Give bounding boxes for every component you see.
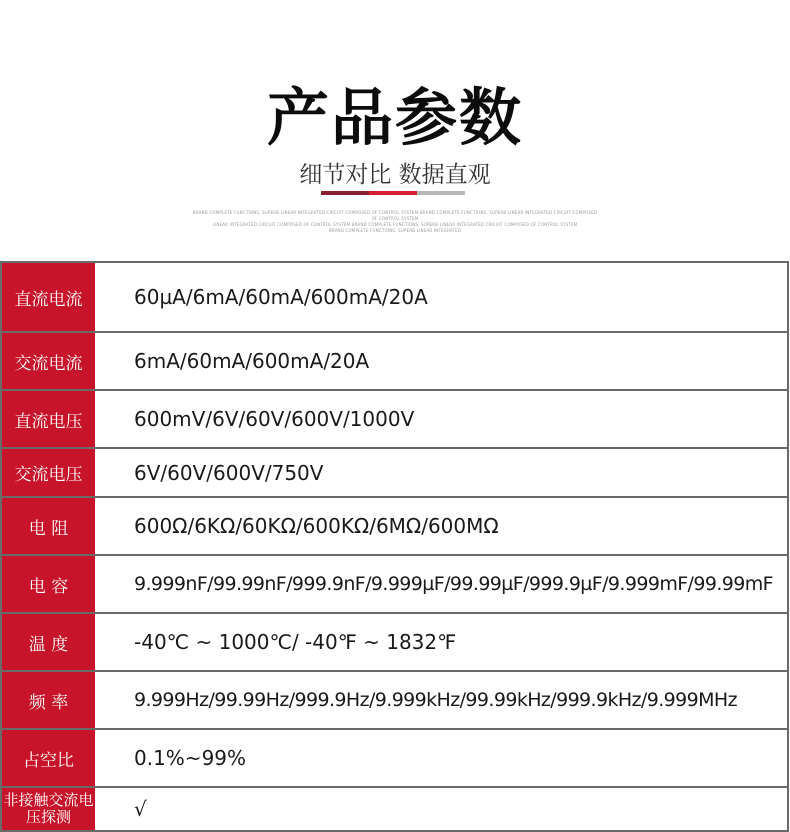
row-label: 电 容	[1, 555, 95, 613]
table-row	[1, 262, 788, 332]
row-value: 600mV/6V/60V/600V/1000V	[95, 390, 788, 448]
accent-bar-red	[369, 191, 417, 195]
accent-color-bars	[321, 191, 465, 195]
row-value: -40℃ ~ 1000℃/ -40℉ ~ 1832℉	[95, 613, 788, 671]
row-value: 6mA/60mA/600mA/20A	[95, 332, 788, 390]
spec-table	[0, 261, 789, 832]
row-label: 交流电流	[1, 332, 95, 390]
row-label: 温 度	[1, 613, 95, 671]
table-row	[1, 613, 788, 671]
row-value: √	[95, 787, 788, 831]
fine-print-line: BRAND COMPLETE FUNCTIONS, SUPERB LINEAR INTEGRATED	[328, 228, 462, 233]
table-row	[1, 555, 788, 613]
fine-print-line: LINEAR INTEGRATED CIRCUIT COMPOSED OF CONTROL SYSTEM BRAND COMPLETE FUNCTIONS, SUPERB LINEAR INTEGRATED CIRCUIT COMPOSED OF CONTROL SYSTEM	[212, 222, 578, 227]
row-value: 9.999Hz/99.99Hz/999.9Hz/9.999kHz/99.99kHz/999.9kHz/9.999MHz	[95, 671, 788, 729]
accent-bar-dark-red	[321, 191, 369, 195]
table-row	[1, 729, 788, 787]
table-row	[1, 671, 788, 729]
table-row	[1, 497, 788, 555]
row-label: 频 率	[1, 671, 95, 729]
row-label: 交流电压	[1, 448, 95, 497]
accent-bar-gray	[417, 191, 465, 195]
row-value: 600Ω/6KΩ/60KΩ/600KΩ/6MΩ/600MΩ	[95, 497, 788, 555]
table-row	[1, 332, 788, 390]
fine-print-line: BRAND COMPLETE FUNCTIONS, SUPERB LINEAR INTEGRATED CIRCUIT COMPOSED OF CONTROL SYSTEM BRAND COMPLETE FUNCTIONS, SUPERB LINEAR INTEGRATED CIRCUIT COMPOSED OF CONTROL SYSTEM	[192, 210, 598, 221]
row-value: 60µA/6mA/60mA/600mA/20A	[95, 262, 788, 332]
row-label: 非接触交流电压探测	[1, 787, 95, 831]
row-label: 直流电流	[1, 262, 95, 332]
table-row	[1, 448, 788, 497]
row-value: 9.999nF/99.99nF/999.9nF/9.999µF/99.99µF/999.9µF/9.999mF/99.99mF	[95, 555, 788, 613]
row-value: 6V/60V/600V/750V	[95, 448, 788, 497]
row-label: 直流电压	[1, 390, 95, 448]
row-value: 0.1%~99%	[95, 729, 788, 787]
table-row	[1, 787, 788, 831]
row-label: 占空比	[1, 729, 95, 787]
decorative-fine-print	[190, 210, 600, 234]
table-row	[1, 390, 788, 448]
page-title: 产品参数	[266, 81, 523, 154]
row-label: 电 阻	[1, 497, 95, 555]
page-subtitle: 细节对比 数据直观	[299, 162, 491, 188]
